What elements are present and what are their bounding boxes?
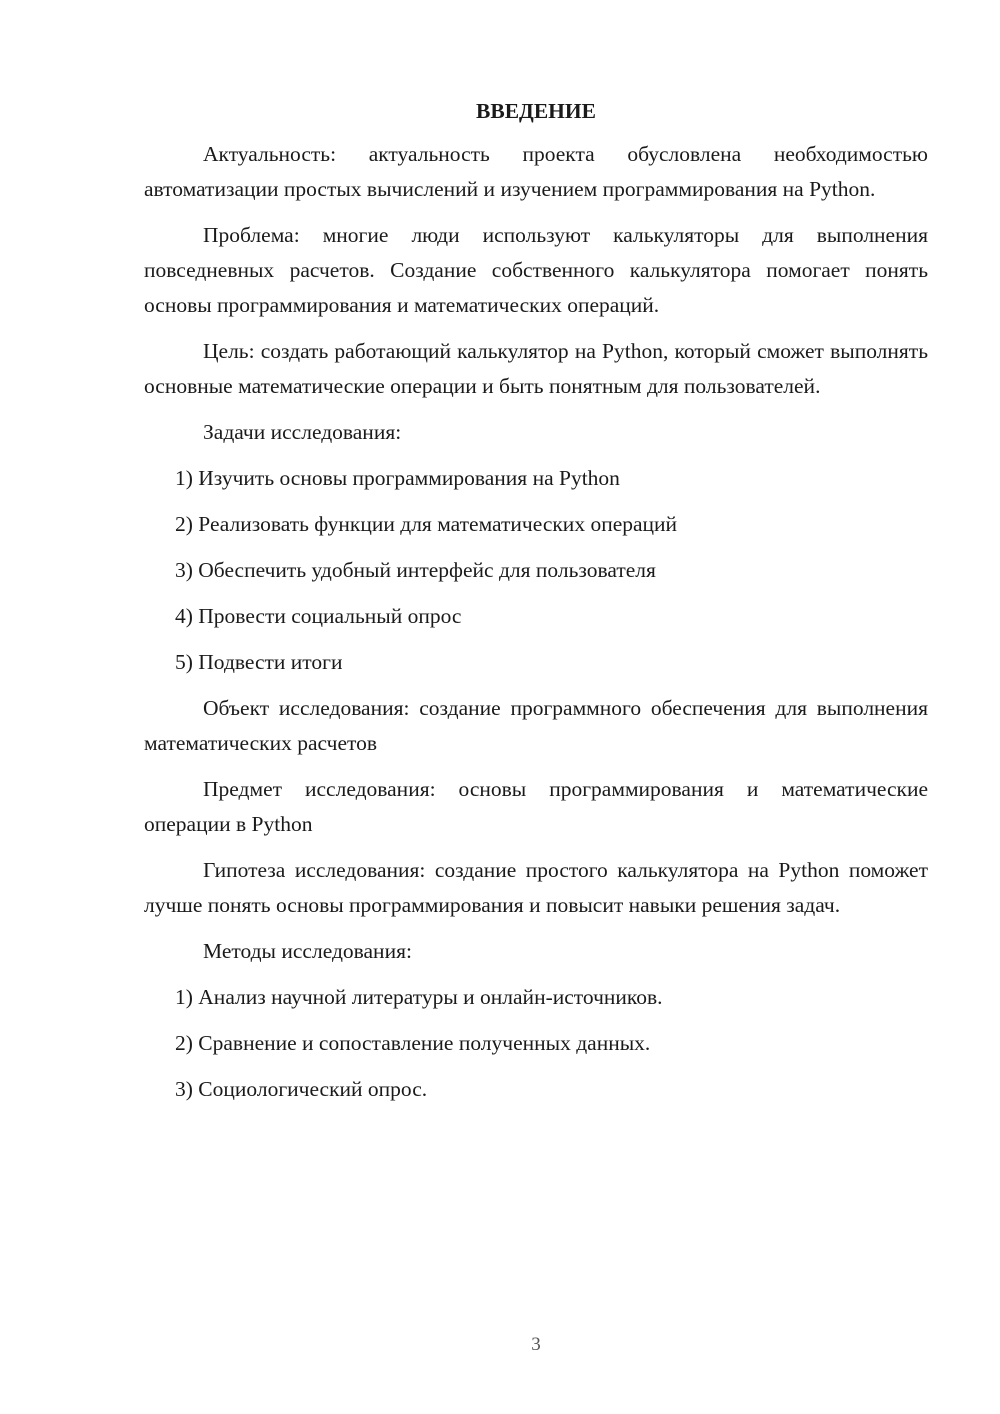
tasks-list <box>144 461 928 680</box>
page-content <box>144 94 928 1118</box>
methods-label: Методы исследования: <box>203 939 412 963</box>
list-item: 2) Сравнение и сопоставление полученных данных. <box>175 1031 651 1055</box>
list-item: 1) Анализ научной литературы и онлайн-источников. <box>175 985 663 1009</box>
list-item: 3) Обеспечить удобный интерфейс для пользователя <box>175 558 656 582</box>
list-item: 2) Реализовать функции для математических операций <box>175 512 678 536</box>
object-paragraph: Объект исследования: создание программного обеспечения для выполнения математических расчетов <box>144 696 928 755</box>
list-item: 1) Изучить основы программирования на Python <box>175 466 620 490</box>
methods-list <box>144 980 928 1107</box>
hypothesis-paragraph: Гипотеза исследования: создание простого калькулятора на Python поможет лучше понять основы программирования и повысит навыки решения задач. <box>144 858 928 917</box>
list-item: 5) Подвести итоги <box>175 650 343 674</box>
relevance-paragraph: Актуальность: актуальность проекта обусловлена необходимостью автоматизации простых вычислений и изучением программирования на Python. <box>144 142 928 201</box>
list-item: 3) Социологический опрос. <box>175 1077 428 1101</box>
page-number: 3 <box>531 1334 541 1355</box>
section-heading: ВВЕДЕНИЕ <box>476 99 596 123</box>
goal-paragraph: Цель: создать работающий калькулятор на Python, который сможет выполнять основные математические операции и быть понятным для пользователей. <box>144 339 928 398</box>
tasks-label: Задачи исследования: <box>203 420 402 444</box>
problem-paragraph: Проблема: многие люди используют калькуляторы для выполнения повседневных расчетов. Создание собственного калькулятора помогает понять основы программирования и математических операций. <box>144 223 928 317</box>
list-item: 4) Провести социальный опрос <box>175 604 462 628</box>
subject-paragraph: Предмет исследования: основы программирования и математические операции в Python <box>144 777 928 836</box>
